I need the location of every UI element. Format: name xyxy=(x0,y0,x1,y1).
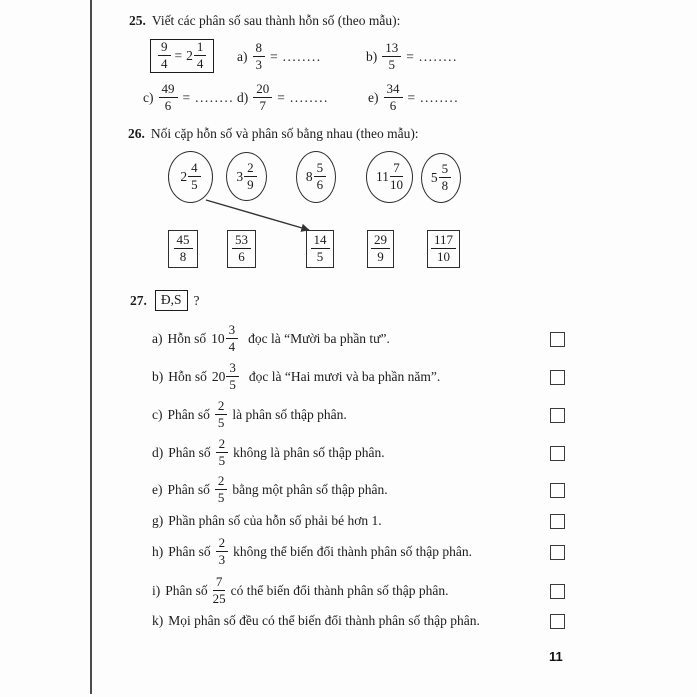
exercise-26-number: 26. xyxy=(128,126,145,141)
mixed-number: 20 $\frac{3}{5}$ xyxy=(212,361,244,393)
exercise-27-title xyxy=(130,290,200,311)
fraction: $\frac{49}{6}$ xyxy=(159,82,178,114)
example-box-25 xyxy=(150,39,214,73)
item-label: c) xyxy=(152,407,163,422)
answer-checkbox[interactable] xyxy=(550,408,565,423)
item-label: b) xyxy=(152,369,164,384)
statement-row-k: k) Mọi phân số đều có thể biến đổi thành phân số thập phân. xyxy=(152,612,565,630)
true-false-badge: Đ,S xyxy=(155,290,188,311)
fraction-box-5[interactable] xyxy=(427,230,460,268)
fraction: $\frac{45}{8}$ xyxy=(174,233,193,265)
answer-checkbox[interactable] xyxy=(550,584,565,599)
fraction: $\frac{8}{3}$ xyxy=(253,41,266,73)
equals-sign: = xyxy=(182,90,191,105)
answer-checkbox[interactable] xyxy=(550,514,565,529)
fraction-box-3[interactable] xyxy=(306,230,334,268)
exercise-25-number: 25. xyxy=(129,13,146,28)
exercise-25-title-text: Viết các phân số sau thành hỗn số (theo mẫu): xyxy=(151,13,401,28)
fraction: $\frac{5}{8}$ xyxy=(439,162,452,194)
fraction: $\frac{5}{6}$ xyxy=(314,161,327,193)
fraction: $\frac{4}{5}$ xyxy=(188,161,201,193)
fraction: $\frac{9}{4}$ xyxy=(158,40,171,72)
answer-checkbox[interactable] xyxy=(550,545,565,560)
fraction: $\frac{2}{5}$ xyxy=(215,399,228,431)
statement-row-d: d) Phân số $\frac{2}{5}$ không là phân số thập phân. xyxy=(152,434,565,472)
mixed-number: 10 $\frac{3}{4}$ xyxy=(211,323,243,355)
statement-row-g: g) Phần phân số của hỗn số phải bé hơn 1. xyxy=(152,512,565,530)
exercise-25-item-e xyxy=(368,80,459,116)
item-label: a) xyxy=(152,331,163,346)
exercise-25-title xyxy=(129,13,400,29)
fraction: $\frac{7}{25}$ xyxy=(212,574,226,606)
statement-row-e: e) Phân số $\frac{2}{5}$ bằng một phân số thập phân. xyxy=(152,471,565,509)
item-label: e) xyxy=(152,482,163,497)
item-label: d) xyxy=(152,445,164,460)
answer-checkbox[interactable] xyxy=(550,332,565,347)
answer-checkbox[interactable] xyxy=(550,614,565,629)
fraction: $\frac{20}{7}$ xyxy=(253,82,272,114)
equals-sign: = xyxy=(174,48,183,63)
answer-checkbox[interactable] xyxy=(550,483,565,498)
exercise-25-item-a xyxy=(237,40,322,74)
answer-checkbox[interactable] xyxy=(550,446,565,461)
answer-checkbox[interactable] xyxy=(550,370,565,385)
mixed-number-circle-5[interactable]: 5 $\frac{5}{8}$ xyxy=(421,153,461,203)
fraction: $\frac{2}{5}$ xyxy=(216,437,229,469)
mixed-number-circle-3[interactable]: 8 $\frac{5}{6}$ xyxy=(296,151,336,203)
item-label: h) xyxy=(152,544,164,559)
fraction: $\frac{2}{9}$ xyxy=(244,161,257,193)
statement-row-b: b) Hỗn số 20 $\frac{3}{5}$ đọc là “Hai mươi và ba phần năm”. xyxy=(152,358,565,396)
fraction: $\frac{7}{10}$ xyxy=(390,160,403,192)
exercise-25-item-c xyxy=(143,80,234,116)
item-label: c) xyxy=(143,90,154,105)
fraction: $\frac{2}{5}$ xyxy=(215,474,228,506)
statement-row-c: c) Phân số $\frac{2}{5}$ là phân số thập phân. xyxy=(152,396,565,434)
fraction: $\frac{117}{10}$ xyxy=(431,233,456,265)
answer-blank[interactable]: ........ xyxy=(418,49,458,64)
item-label: d) xyxy=(237,90,249,105)
mixed-number-circle-1[interactable]: 2 $\frac{4}{5}$ xyxy=(168,151,213,203)
exercise-25-item-b xyxy=(366,40,458,74)
answer-blank[interactable]: ........ xyxy=(282,49,322,64)
fraction: $\frac{53}{6}$ xyxy=(232,233,251,265)
answer-blank[interactable]: ........ xyxy=(289,90,329,105)
item-label: b) xyxy=(366,49,378,64)
item-label: g) xyxy=(152,513,164,528)
fraction: $\frac{29}{9}$ xyxy=(371,233,390,265)
equals-sign: = xyxy=(270,49,278,64)
equals-sign: = xyxy=(277,90,285,105)
page-spine-line xyxy=(90,0,92,694)
fraction: $\frac{2}{3}$ xyxy=(216,536,229,568)
fraction-box-2[interactable] xyxy=(227,230,256,268)
statement-row-h: h) Phân số $\frac{2}{3}$ không thể biến đổi thành phân số thập phân. xyxy=(152,533,565,571)
fraction-box-4[interactable] xyxy=(367,230,394,268)
fraction: $\frac{13}{5}$ xyxy=(382,41,401,73)
mixed-number: 2 $\frac{1}{4}$ xyxy=(186,40,206,72)
item-label: e) xyxy=(368,90,379,105)
item-label: k) xyxy=(152,613,164,628)
statement-row-a: a) Hỗn số 10 $\frac{3}{4}$ đọc là “Mười ba phần tư”. xyxy=(152,320,565,358)
question-mark: ? xyxy=(193,292,200,308)
answer-blank[interactable]: ........ xyxy=(195,90,235,105)
item-label: i) xyxy=(152,583,161,598)
mixed-number-circle-4[interactable]: 11 $\frac{7}{10}$ xyxy=(366,151,413,203)
fraction-box-1[interactable] xyxy=(168,230,198,268)
page-number: 11 xyxy=(549,649,563,664)
equals-sign: = xyxy=(406,49,414,64)
fraction: $\frac{14}{5}$ xyxy=(311,233,330,265)
statement-row-i: i) Phân số $\frac{7}{25}$ có thể biến đổi thành phân số thập phân. xyxy=(152,572,565,610)
item-label: a) xyxy=(237,49,248,64)
mixed-number-circle-2[interactable]: 3 $\frac{2}{9}$ xyxy=(226,152,267,201)
equals-sign: = xyxy=(407,90,416,105)
exercise-25-item-d xyxy=(237,80,329,116)
exercise-26-title-text: Nối cặp hỗn số và phân số bằng nhau (theo mẫu): xyxy=(150,126,419,141)
answer-blank[interactable]: ........ xyxy=(420,90,460,105)
fraction: $\frac{34}{6}$ xyxy=(384,82,403,114)
exercise-26-title xyxy=(128,126,419,142)
exercise-27-number: 27. xyxy=(130,292,147,308)
